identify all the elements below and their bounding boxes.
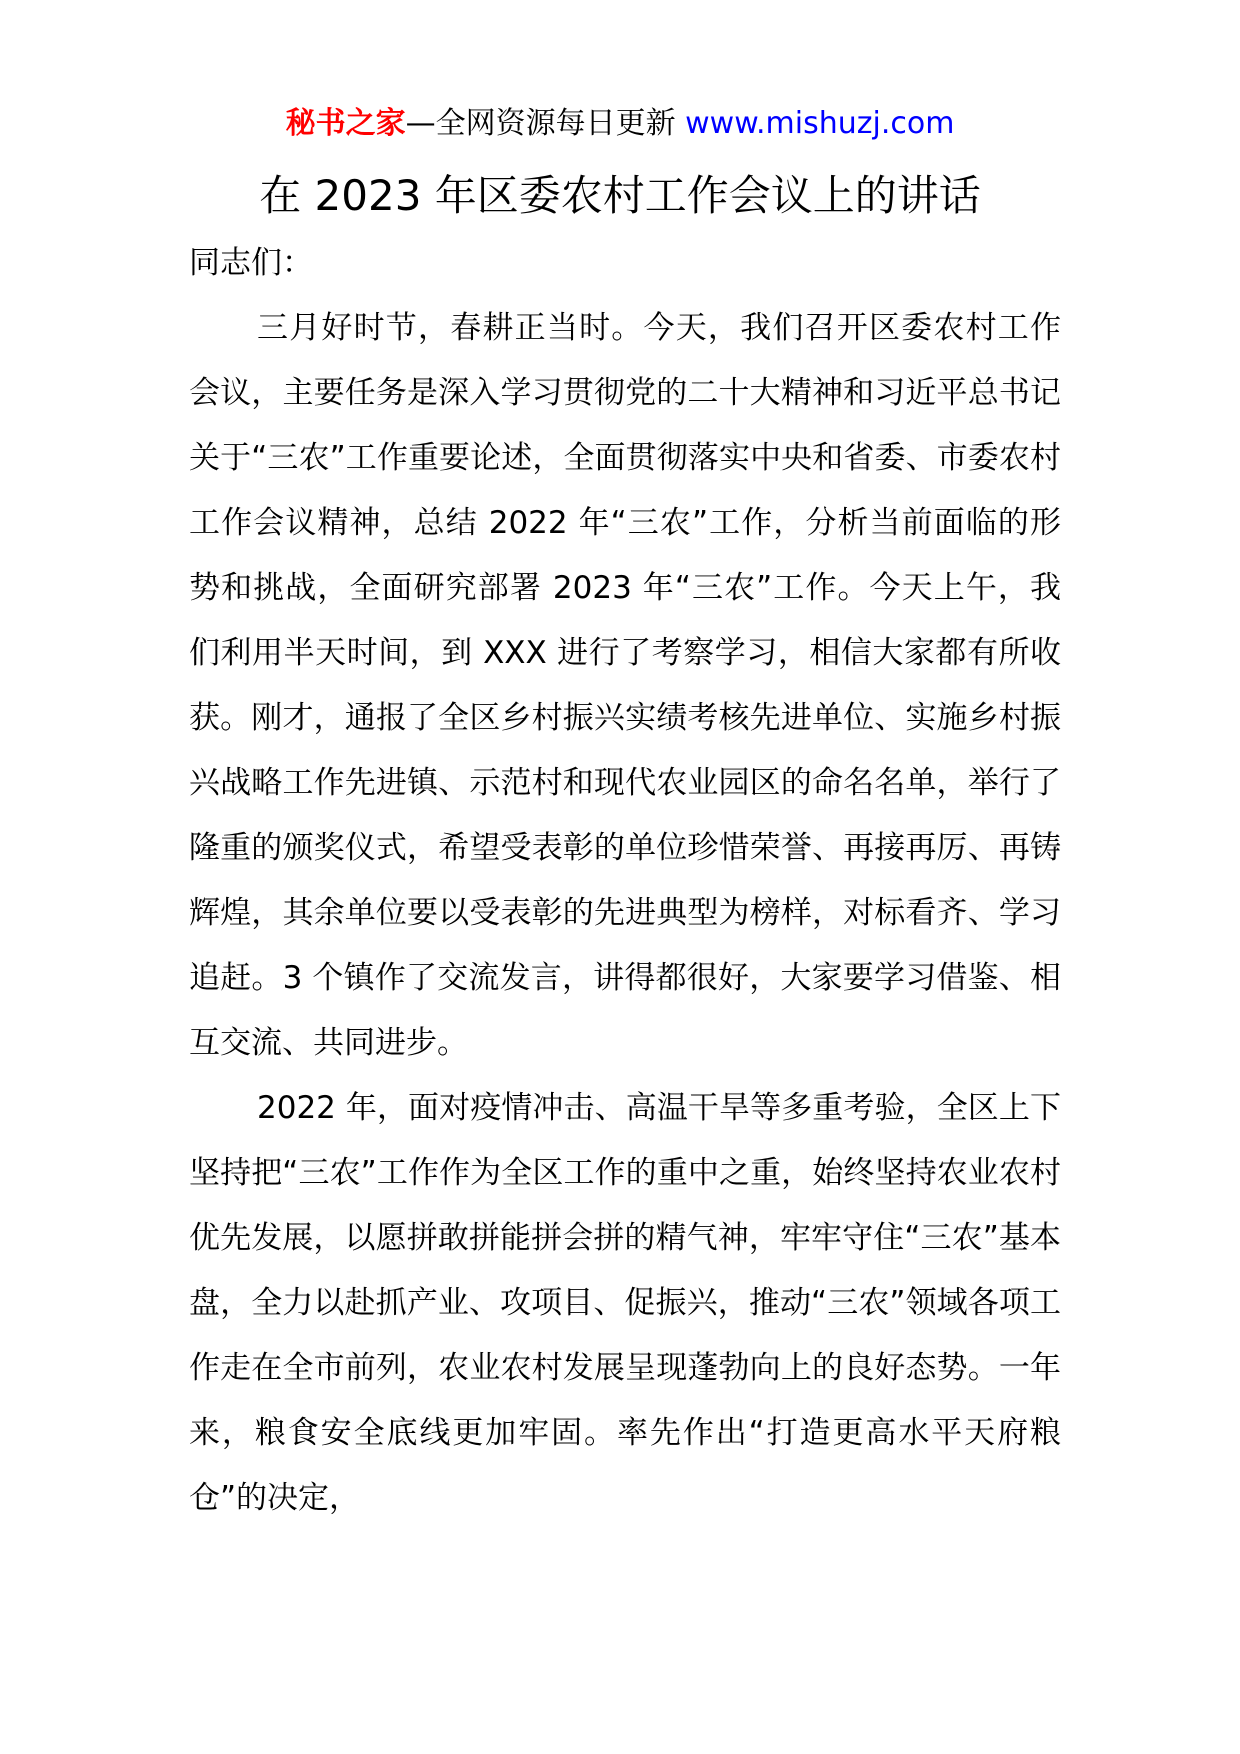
site-brand: 秘书之家 xyxy=(285,106,406,141)
document-body xyxy=(189,231,1061,1531)
body-paragraph-2: 2022 年，面对疫情冲击、高温干旱等多重考验，全区上下坚持把“三农”工作作为全区工作的重中之重，始终坚持农业农村优先发展，以愿拼敢拼能拼会拼的精气神，牢牢守住“三农”基本盘，全力以赴抓产业、攻项目、促振兴，推动“三农”领域各项工作走在全市前列，农业农村发展呈现蓬勃向上的良好态势。一年来，粮食安全底线更加牢固。率先作出“打造更高水平天府粮仓”的决定， xyxy=(189,1090,1061,1516)
document-title: 在 2023 年区委农村工作会议上的讲话 xyxy=(259,171,981,220)
site-header xyxy=(0,104,1240,144)
site-url-link[interactable]: www.mishuzj.com xyxy=(685,106,955,141)
salutation: 同志们： xyxy=(189,245,313,281)
site-tagline: —全网资源每日更新 xyxy=(405,106,686,141)
body-paragraph-1: 三月好时节，春耕正当时。今天，我们召开区委农村工作会议，主要任务是深入学习贯彻党的二十大精神和习近平总书记关于“三农”工作重要论述，全面贯彻落实中央和省委、市委农村工作会议精神，总结 2022 年“三农”工作，分析当前面临的形势和挑战，全面研究部署 2023 年“三农”工作。今天上午，我们利用半天时间，到 XXX 进行了考察学习，相信大家都有所收获。刚才，通报了全区乡村振兴实绩考核先进单位、实施乡村振兴战略工作先进镇、示范村和现代农业园区的命名名单，举行了隆重的颁奖仪式，希望受表彰的单位珍惜荣誉、再接再厉、再铸辉煌，其余单位要以受表彰的先进典型为榜样，对标看齐、学习追赶。3 个镇作了交流发言，讲得都很好，大家要学习借鉴、相互交流、共同进步。 xyxy=(189,310,1061,1061)
